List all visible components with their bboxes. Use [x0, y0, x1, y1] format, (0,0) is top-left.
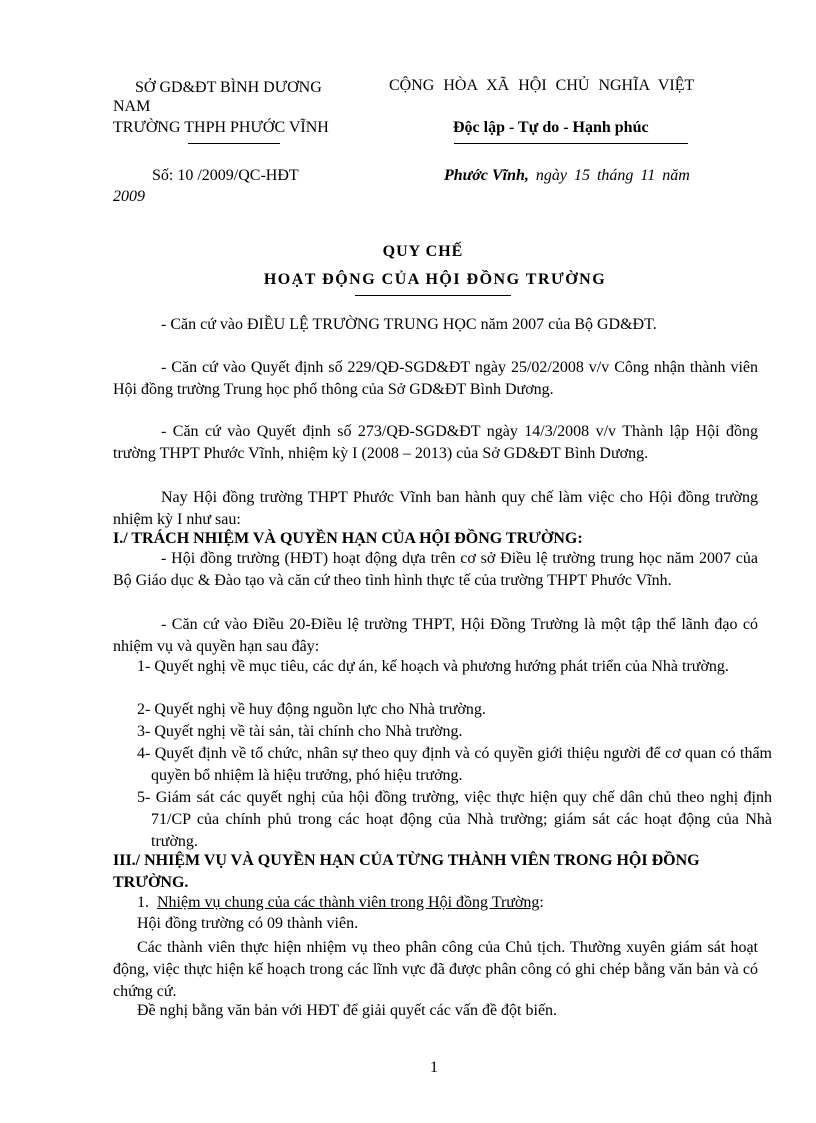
- date: ngày 15 tháng 11 năm: [528, 167, 690, 184]
- preamble-4: Nay Hội đồng trường THPT Phước Vĩnh ban hành quy chế làm việc cho Hội đồng trường nhiệm kỳ I như sau:: [113, 489, 758, 528]
- title-underline: [355, 295, 511, 296]
- preamble-3: - Căn cứ vào Quyết định số 273/QĐ-SGD&ĐT ngày 14/3/2008 v/v Thành lập Hội đồng trường THPT Phước Vĩnh, nhiệm kỳ I (2008 – 2013) của Sở GD&ĐT Bình Dương.: [113, 423, 758, 462]
- doc-title: QUY CHẾ: [382, 243, 464, 260]
- duty-item-3: 3- Quyết nghị về tài sản, tài chính cho Nhà trường.: [137, 723, 463, 740]
- duty-item-4: 4- Quyết định về tổ chức, nhân sự theo quy định và có quyền giới thiệu người để cơ quan có thẩm quyền bổ nhiệm là hiệu trưởng, phó hiệu trưởng.: [137, 745, 772, 784]
- subsection-title: Nhiệm vụ chung của các thành viên trong Hội đồng Trường: [157, 894, 540, 911]
- propose-line: Đề nghị bằng văn bản với HĐT để giải quyết các vấn đề đột biến.: [137, 1002, 558, 1019]
- national-motto: Độc lập - Tự do - Hạnh phúc: [453, 119, 649, 136]
- members-duties: Các thành viên thực hiện nhiệm vụ theo phân công của Chủ tịch. Thường xuyên giám sát hoạt động, việc thực hiện kế hoạch trong các lĩnh vực đã được phân công có ghi chép bằng văn bản và có chứng cứ.: [113, 939, 758, 1000]
- section-1-heading: I./ TRÁCH NHIỆM VÀ QUYỀN HẠN CỦA HỘI ĐỒNG TRƯỜNG:: [113, 530, 583, 547]
- school-name: TRƯỜNG THPH PHƯỚC VĨNH: [113, 119, 329, 136]
- subsection-colon: :: [539, 894, 544, 911]
- agency-name: SỞ GD&ĐT BÌNH DƯƠNG: [135, 79, 322, 96]
- agency-name-wrap: NAM: [113, 98, 151, 115]
- document-year: 2009: [113, 188, 145, 205]
- duty-item-2: 2- Quyết nghị về huy động nguồn lực cho Nhà trường.: [137, 701, 486, 718]
- subsection-1: [137, 893, 544, 913]
- motto-underline: [454, 143, 688, 144]
- section-1-para-2: - Căn cứ vào Điều 20-Điều lệ trường THPT, Hội Đồng Trường là một tập thể lãnh đạo có nhiệm vụ và quyền hạn sau đây:: [113, 616, 758, 655]
- place: Phước Vĩnh,: [444, 167, 529, 184]
- subsection-number: 1.: [137, 894, 149, 911]
- duty-item-1: 1- Quyết nghị về mục tiêu, các dự án, kế hoạch và phương hướng phát triển của Nhà trường.: [137, 658, 729, 675]
- duty-item-5: 5- Giám sát các quyết nghị của hội đồng trường, việc thực hiện quy chế dân chủ theo nghị định 71/CP của chính phủ trong các hoạt động của Nhà trường; giám sát các hoạt động của Nhà trường.: [137, 789, 772, 850]
- page-number: 1: [430, 1059, 438, 1076]
- school-underline: [188, 143, 280, 144]
- national-title: CỘNG HÒA XÃ HỘI CHỦ NGHĨA VIỆT: [389, 77, 695, 94]
- doc-subtitle: HOẠT ĐỘNG CỦA HỘI ĐỒNG TRƯỜNG: [263, 271, 607, 288]
- place-date: [444, 166, 690, 186]
- section-1-para-1: - Hội đồng trường (HĐT) hoạt động dựa trên cơ sở Điều lệ trường trung học năm 2007 của Bộ Giáo dục & Đào tạo và căn cứ theo tình hình thực tế của trường THPT Phước Vĩnh.: [113, 550, 758, 589]
- members-count: Hội đồng trường có 09 thành viên.: [137, 915, 359, 932]
- preamble-2: - Căn cứ vào Quyết định số 229/QĐ-SGD&ĐT ngày 25/02/2008 v/v Công nhận thành viên Hội đồng trường Trung học phổ thông của Sở GD&ĐT Bình Dương.: [113, 359, 758, 398]
- section-3-heading: III./ NHIỆM VỤ VÀ QUYỀN HẠN CỦA TỪNG THÀNH VIÊN TRONG HỘI ĐỒNG TRƯỜNG.: [113, 852, 700, 891]
- document-number: Số: 10 /2009/QC-HĐT: [152, 167, 299, 184]
- preamble-1: - Căn cứ vào ĐIỀU LỆ TRƯỜNG TRUNG HỌC năm 2007 của Bộ GD&ĐT.: [161, 316, 657, 333]
